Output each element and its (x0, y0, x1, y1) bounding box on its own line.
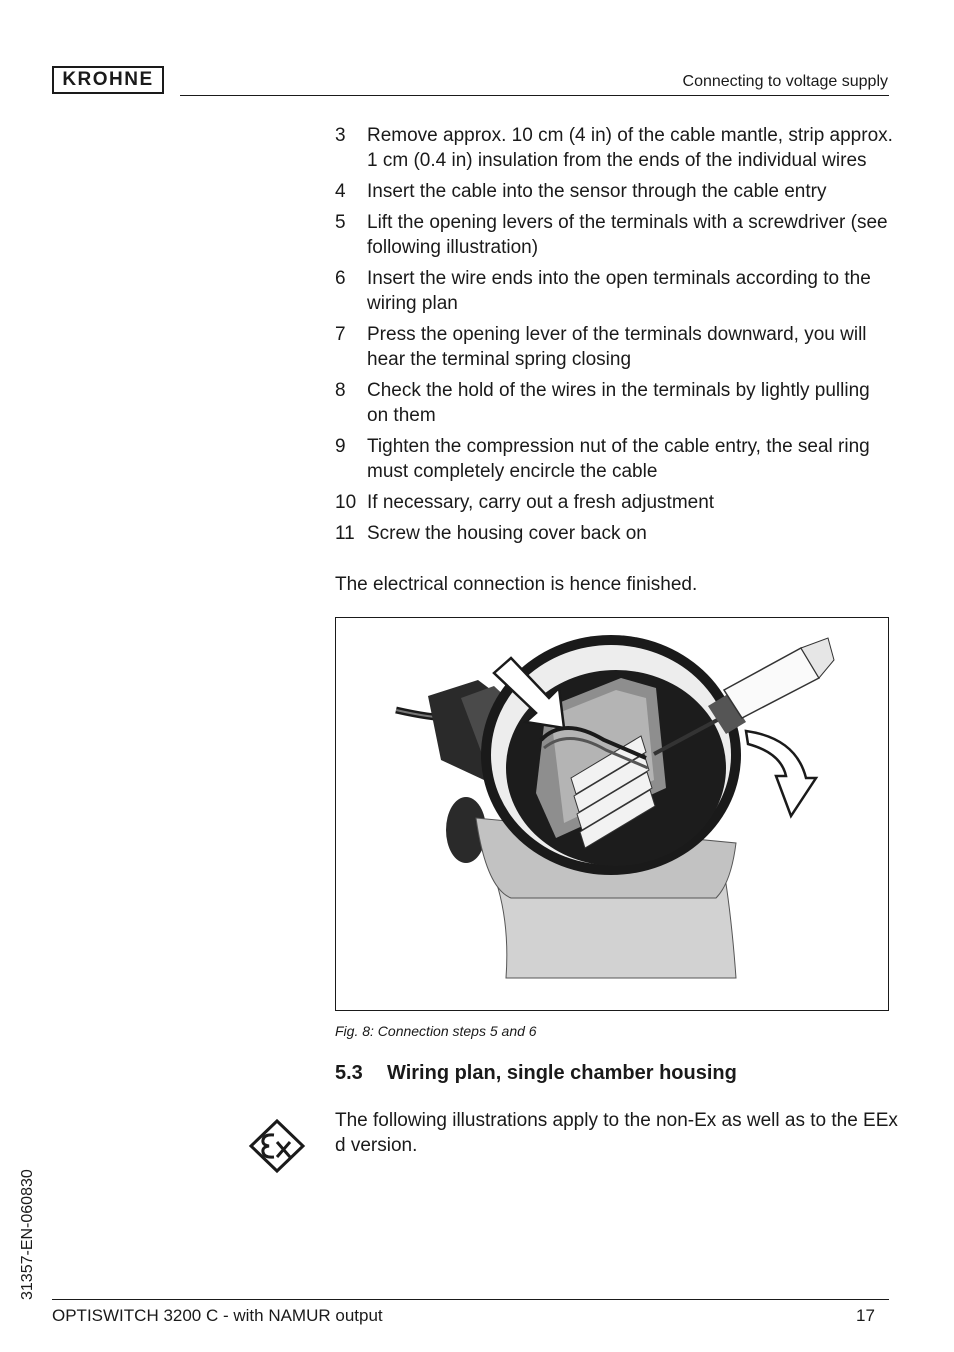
step-text: Insert the cable into the sensor through the cable entry (367, 181, 827, 202)
step-number: 3 (335, 125, 346, 146)
document-id: 31357-EN-060830 (19, 1169, 36, 1300)
procedure-steps (335, 123, 895, 552)
step-text: Screw the housing cover back on (367, 523, 647, 544)
footer-rule (52, 1299, 889, 1300)
step-item (335, 210, 895, 260)
step-text: Press the opening lever of the terminals downward, you will hear the terminal spring closing (367, 324, 867, 370)
step-number: 7 (335, 324, 346, 345)
step-item (335, 490, 895, 515)
step-number: 9 (335, 436, 346, 457)
step-number: 8 (335, 380, 346, 401)
step-item (335, 434, 895, 484)
step-text: Lift the opening levers of the terminals with a screwdriver (see following illustration) (367, 212, 888, 258)
rotate-arrow-icon (746, 731, 816, 816)
krohne-logo: KROHNE (52, 66, 164, 94)
footer-title: OPTISWITCH 3200 C - with NAMUR output (52, 1306, 383, 1325)
step-number: 10 (335, 492, 357, 513)
section-title: Wiring plan, single chamber housing (387, 1062, 737, 1084)
section-body: The following illustrations apply to the non-Ex as well as to the EEx d version. (335, 1110, 898, 1156)
header-title: Connecting to voltage supply (682, 73, 888, 90)
header-rule (180, 95, 889, 96)
step-text: If necessary, carry out a fresh adjustment (367, 492, 715, 513)
step-item (335, 378, 895, 428)
step-text: Tighten the compression nut of the cable entry, the seal ring must completely encircle the cable (367, 436, 870, 482)
step-item (335, 322, 895, 372)
step-number: 11 (335, 523, 355, 544)
section-number: 5.3 (335, 1062, 363, 1084)
step-item (335, 266, 895, 316)
conclusion-text: The electrical connection is hence finished. (335, 574, 698, 595)
step-item (335, 179, 895, 204)
connection-figure (335, 617, 889, 1011)
step-item (335, 521, 895, 546)
page-number: 17 (856, 1306, 875, 1325)
housing-illustration (336, 618, 888, 1010)
figure-caption: Fig. 8: Connection steps 5 and 6 (335, 1023, 537, 1039)
step-number: 5 (335, 212, 346, 233)
step-number: 4 (335, 181, 346, 202)
ex-icon (248, 1118, 306, 1174)
step-text: Check the hold of the wires in the terminals by lightly pulling on them (367, 380, 870, 426)
step-text: Insert the wire ends into the open terminals according to the wiring plan (367, 268, 871, 314)
section-heading (335, 1062, 737, 1085)
step-item (335, 123, 895, 173)
step-text: Remove approx. 10 cm (4 in) of the cable mantle, strip approx. 1 cm (0.4 in) insulation from the ends of the individual wires (367, 125, 893, 171)
step-number: 6 (335, 268, 346, 289)
